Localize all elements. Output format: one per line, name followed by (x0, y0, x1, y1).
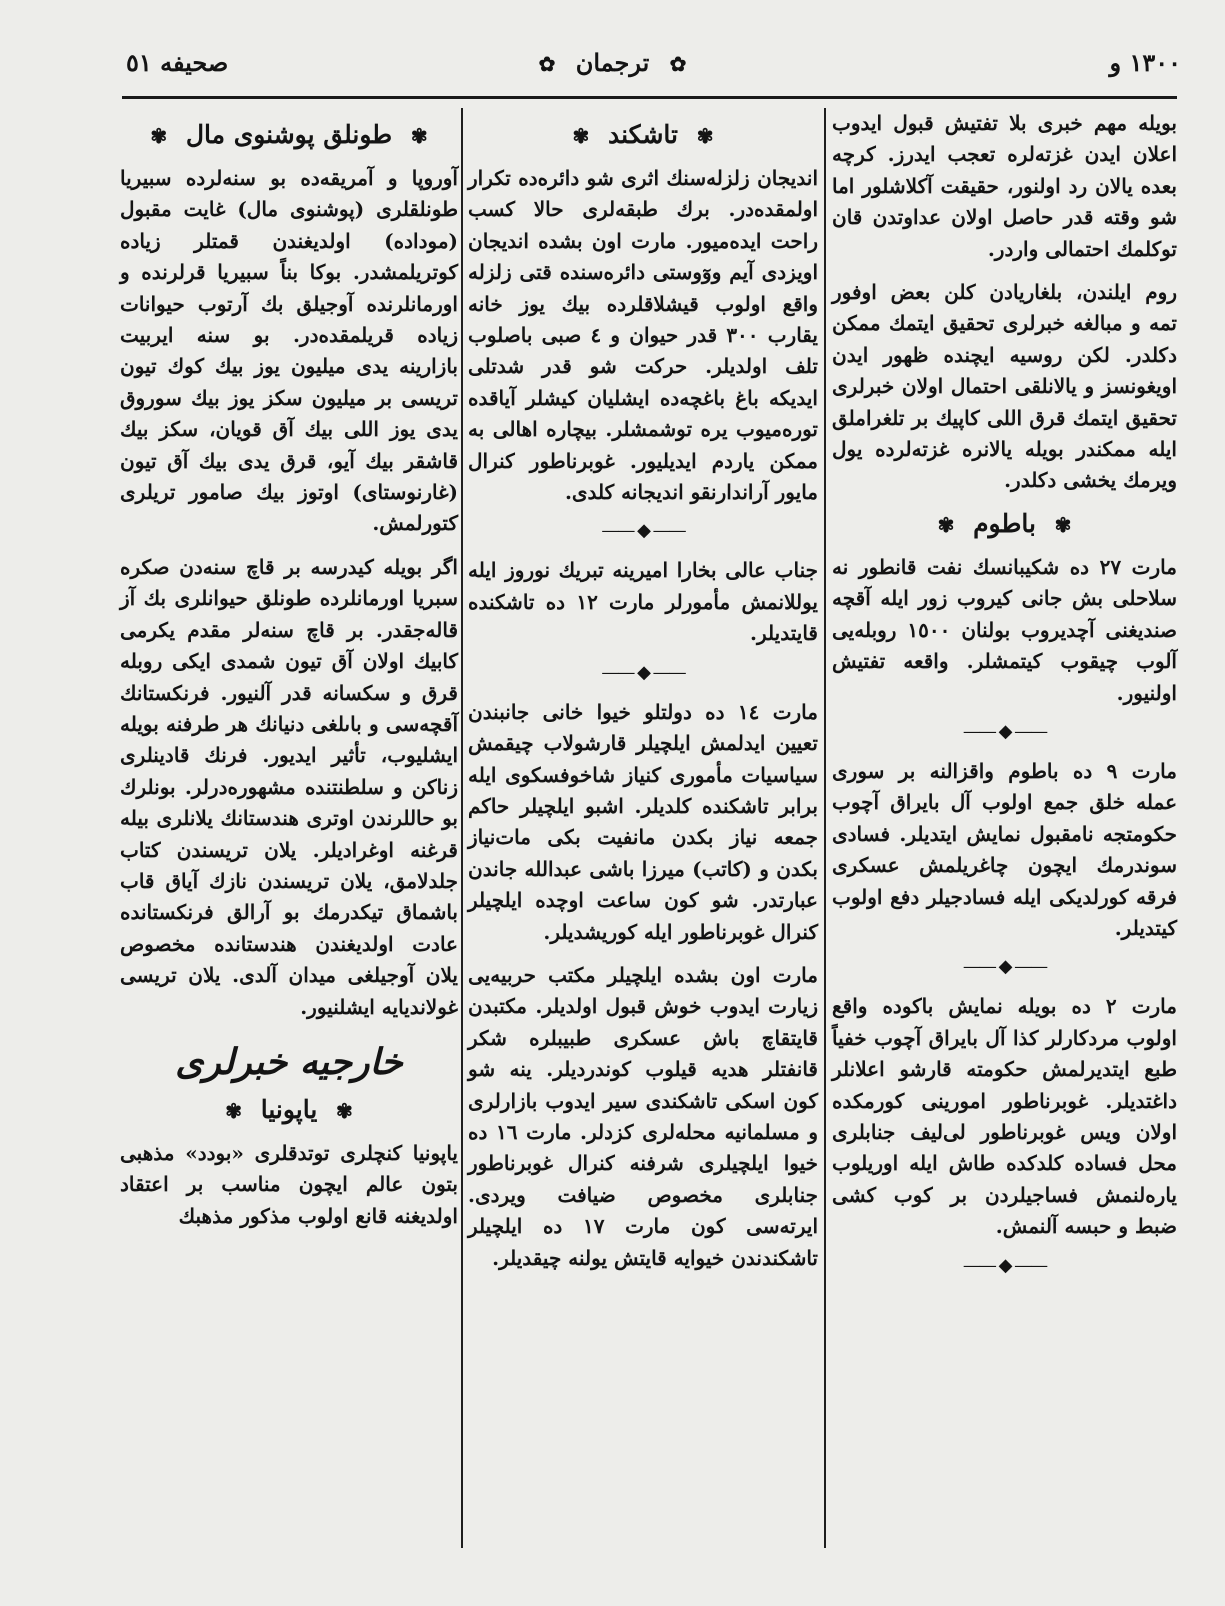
ornament-icon: ✾ (572, 124, 590, 148)
column-divider (461, 108, 463, 1548)
article-paragraph: مارت ٩ ده باطوم واقزالنه بر سورى عمله خلق جمع اولوب آل بايراق آچوب حكومتجه نامقبول نمايش ايتديلر. فسادى سوندرمك ايچون چاغريلمش عسكرى فرقه كورلديكى ايله فسادجيلر دفع اولوب كيتديلر. (832, 758, 1177, 940)
section-title: طونلق پوشنوى مال (185, 120, 393, 149)
divider-icon: —— ◆ —— (601, 520, 685, 542)
article-paragraph: ياپونيا كنچلرى توتدقلرى «بودد» مذهبى بتون عالم ايچون مناسب بر اعتقاد اولديغنه قانع اولوب مذكور مذهبك (120, 1140, 458, 1228)
issue-year: ١٣٠٠ و (1109, 48, 1181, 77)
ornament-icon: ✿ (538, 52, 556, 76)
section-heading-tashkent (468, 120, 818, 149)
ornament-icon: ✾ (937, 512, 955, 537)
middle-column (468, 108, 818, 1286)
newspaper-title: ترجمان (575, 48, 650, 77)
article-paragraph: مارت اون بشده ايلچيلر مكتب حربيه‌يى زيارت ايدوب خوش قبول اولديلر. مكتبدن قايتقاچ باش عسكرى طبيبلره شكر قانفتلر هديه قيلوب كوندرديلر. ينه شو كون اسكى تاشكندى سير ايدوب بازارلرى و مسلمانيه محله‌لرى كزدلر. مارت ١٦ ده خيوا ايلچيلرى شرفنه كنرال غوبرناطور جنابلرى مخصوص ضيافت ويردى. ايرته‌سى كون مارت ١٧ ده ايلچيلر تاشكندندن خيوايه قايتش يولنه چيقديلر. (468, 962, 819, 1270)
section-title: تاشكند (608, 120, 678, 149)
ornament-icon: ✿ (669, 52, 687, 76)
section-heading-japan (120, 1095, 458, 1124)
section-title: باطوم (973, 508, 1036, 538)
ornament-icon: ✾ (1054, 512, 1072, 537)
section-title: ياپونيا (260, 1094, 318, 1124)
masthead (0, 48, 1225, 77)
divider-icon: —— ◆ —— (601, 661, 685, 683)
article-paragraph: مارت ٢ ده بويله نمايش باكوده واقع اولوب مردكارلر كذا آل بايراق آچوب خفياً طبع ايتديرلمش حكومته قارشو اعلانلر داغتديلر. غوبرناطور امورينى كورمكده اولان ويس غوبرناطور لى‌ليف جنابلرى محل فساده كلدكده طاش ايله اوريلوب يارەلنمش فساجيلردن بر كوب كشى ضبط و حبسه آلنمش. (832, 994, 1177, 1239)
article-paragraph: اگر بويله كيدرسه بر قاچ سنه‌دن صكره سبريا اورمانلرده طونلق حيوانلرى بك آز قاله‌جقدر. بر قاچ سنه‌لر مقدم يكرمى كابيك اولان آق تيون شمدى ايكى روبله قرق و سكسانه قدر آلنيور. فرنكستانك آقچه‌سى و باىلغى دنيانك هر طرفنه بويله ايشليوب، تأثير ايديور. فرنك قادينلرى زناكن و سلطنتنده مشهوره‌درلر. بونلرك بو حاللرندن اوترى هندستانك يلانلرى بيله قرغنه اوغراديلر. يلان تريسندن كتاب جلدلامق، يلان تريسندن نازك آياق قاب باشماق تيكدرمك بو آرالق فرنكستانده عادت اولديغندن هندستانده مخصوص يلان آوجيلغى ميدان آلدى. يلان تريسى غولانديايه ايشلنيور. (120, 554, 458, 1019)
article-paragraph: بويله مهم خبرى بلا تفتيش قبول ايدوب اعلان ايدن غزته‌لره تعجب ايدرز. كرچه بعده يالان رد اولنور، حقيقت آكلاشلور اما شو وقته قدر حاصل اولان عداوتدن قان توكلمك احتمالى واردر. (832, 111, 1177, 261)
article-paragraph: آوروپا و آمريقه‌ده بو سنه‌لرده سبيريا طونلقلرى (پوشنوى مال) غايت مقبول (موداده) اولديغندن قمتلر زياده كوتريلمشدر. بوكا بناً سبيريا قرلرنده و اورمانلرنده آوجيلق بك آرتوب حيوانات زياده قريلمقده‌در. بو سنه ايربيت بازارينه يدى ميليون يوز بيك كوك تيون تريسى بر ميليون سكز يوز بيك سوروق يدى يوز اللى بيك آق قويان، سكز بيك قاشقر بيك آيو، قرق يدى بيك آق تيون (غارنوستاى) اوتوز بيك صامور تريلرى كتورلمش. (120, 166, 458, 536)
article-paragraph: انديجان زلزله‌سنك اثرى شو دائره‌ده تكرار اولمقده‌در. برك طبقه‌لرى حالا كسب راحت ايده‌ميور. مارت اون بشده انديجان اويزدى آيم ووٓوستى دائره‌سنده قتى زلزله واقع اولوب قيشلاقلرده بيك يوز خانه يقارب ٣٠٠ قدر حيوان و ٤ صبى باصلوب تلف اولديلر. حركت شو قدر شدتلى ايديكه باغ باغچه‌ده ايشليان كيشلر آياقده توره‌ميوب يره توشمشلر. بيچاره اهالى به ممكن ياردم ايديليور. غوبرناطور كنرال مايور آراندارنقو انديجانه كلدى. (468, 166, 818, 505)
article-paragraph: مارت ٢٧ ده شكيبانسك نفت قانطور نه سلاحلى بش جانى كيروب زور ايله آقچه صندیغنى آچديروب بولنان ١٥٠٠ روبله‌يى آلوب چيقوب كيتمشلر. واقعه تفتيش اولنيور. (832, 554, 1177, 705)
article-paragraph: روم ايلندن، بلغاريادن كلن بعض اوفور تمه و مبالغه خبرلرى تحقيق ايتمك ممكن دكلدر. لكن روسيه ايچنده ظهور ايدن اويغونسز و يالانلقى احتمال اولان خبرلرى تحقيق ايتمك قرق اللى كاپيك بر تلغراملق ايله ممكندر بويله يالانره غزته‌لرده يول ويرمك يخشى دكلدر. (832, 280, 1177, 493)
page-number: صحيفه ٥١ (126, 48, 229, 77)
left-column (120, 108, 458, 1244)
ornament-icon: ✾ (225, 1098, 242, 1123)
section-heading-batum (832, 509, 1177, 538)
column-divider (824, 108, 826, 1548)
ornament-icon: ✾ (696, 124, 714, 148)
divider-icon: —— ◆ —— (962, 1254, 1047, 1276)
section-heading-fur (120, 120, 458, 149)
right-column (832, 108, 1177, 1290)
ornament-icon: ✾ (336, 1098, 353, 1123)
ornament-icon: ✾ (410, 124, 428, 148)
divider-icon: —— ◆ —— (962, 720, 1047, 742)
divider-icon: —— ◆ —— (962, 956, 1047, 978)
article-paragraph: جناب عالى بخارا اميرينه تبريك نوروز ايله يوللانمش مأمورلر مارت ١٢ ده تاشكنده قايتديلر. (468, 558, 818, 646)
header-rule (122, 96, 1177, 99)
ornament-icon: ✾ (150, 124, 168, 148)
article-paragraph: مارت ١٤ ده دولتلو خيوا خانى جانبندن تعيين ايدلمش ايلچيلر قارشولاب چيقمش سياسيات مأمورى كنياز شاخوفسكوى ايله برابر تاشكنده كلديلر. اشبو ايلچيلر حاكم جمعه نياز بكدن مانفيت بكى مات‌نياز بكدن و (كاتب) ميرزا باشى عبدالله جاندن عبارتدر. شو كون ساعت اوچده ايلچيلر كنرال غوبرناطور ايله كوريشديلر. (468, 699, 818, 944)
foreign-news-heading: خارجيه خبرلرى (175, 1040, 403, 1083)
